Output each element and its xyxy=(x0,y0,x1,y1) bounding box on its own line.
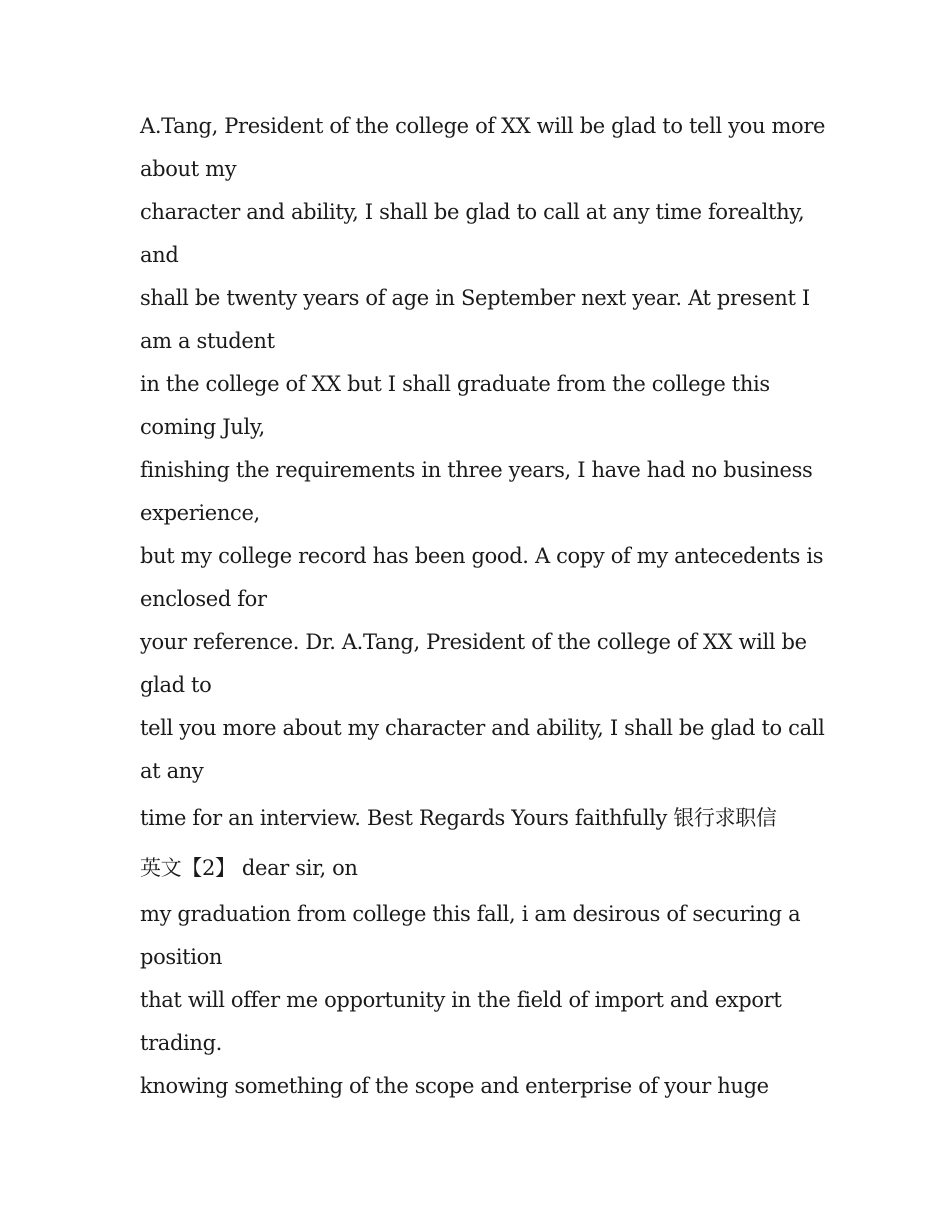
text-line: character and ability, I shall be glad to call at any time forealthy, xyxy=(140,200,805,224)
text-line: at any xyxy=(140,759,204,783)
text-line: knowing something of the scope and enterprise of your huge xyxy=(140,1074,769,1098)
text-line: glad to xyxy=(140,673,212,697)
text-line: position xyxy=(140,945,223,969)
text-line: my graduation from college this fall, i am desirous of securing a xyxy=(140,902,801,926)
text-line: experience, xyxy=(140,501,260,525)
letter-body xyxy=(140,105,830,1108)
text-line: finishing the requirements in three years, I have had no business xyxy=(140,458,813,482)
text-line: in the college of XX but I shall graduate from the college this xyxy=(140,372,770,396)
text-line: tell you more about my character and ability, I shall be glad to call xyxy=(140,716,825,740)
text-line: coming July, xyxy=(140,415,265,439)
text-line: trading. xyxy=(140,1031,222,1055)
text-line: A.Tang, President of the college of XX will be glad to tell you more xyxy=(140,114,826,138)
text-line: and xyxy=(140,243,179,267)
text-line: 英文【2】 dear sir, on xyxy=(140,856,358,880)
text-line: shall be twenty years of age in September next year. At present I xyxy=(140,286,810,310)
text-line: enclosed for xyxy=(140,587,267,611)
text-line: your reference. Dr. A.Tang, President of the college of XX will be xyxy=(140,630,807,654)
text-line: but my college record has been good. A copy of my antecedents is xyxy=(140,544,824,568)
text-line: about my xyxy=(140,157,237,181)
text-line: time for an interview. Best Regards Yours faithfully 银行求职信 xyxy=(140,806,777,830)
text-line: am a student xyxy=(140,329,275,353)
text-line: that will offer me opportunity in the field of import and export xyxy=(140,988,782,1012)
